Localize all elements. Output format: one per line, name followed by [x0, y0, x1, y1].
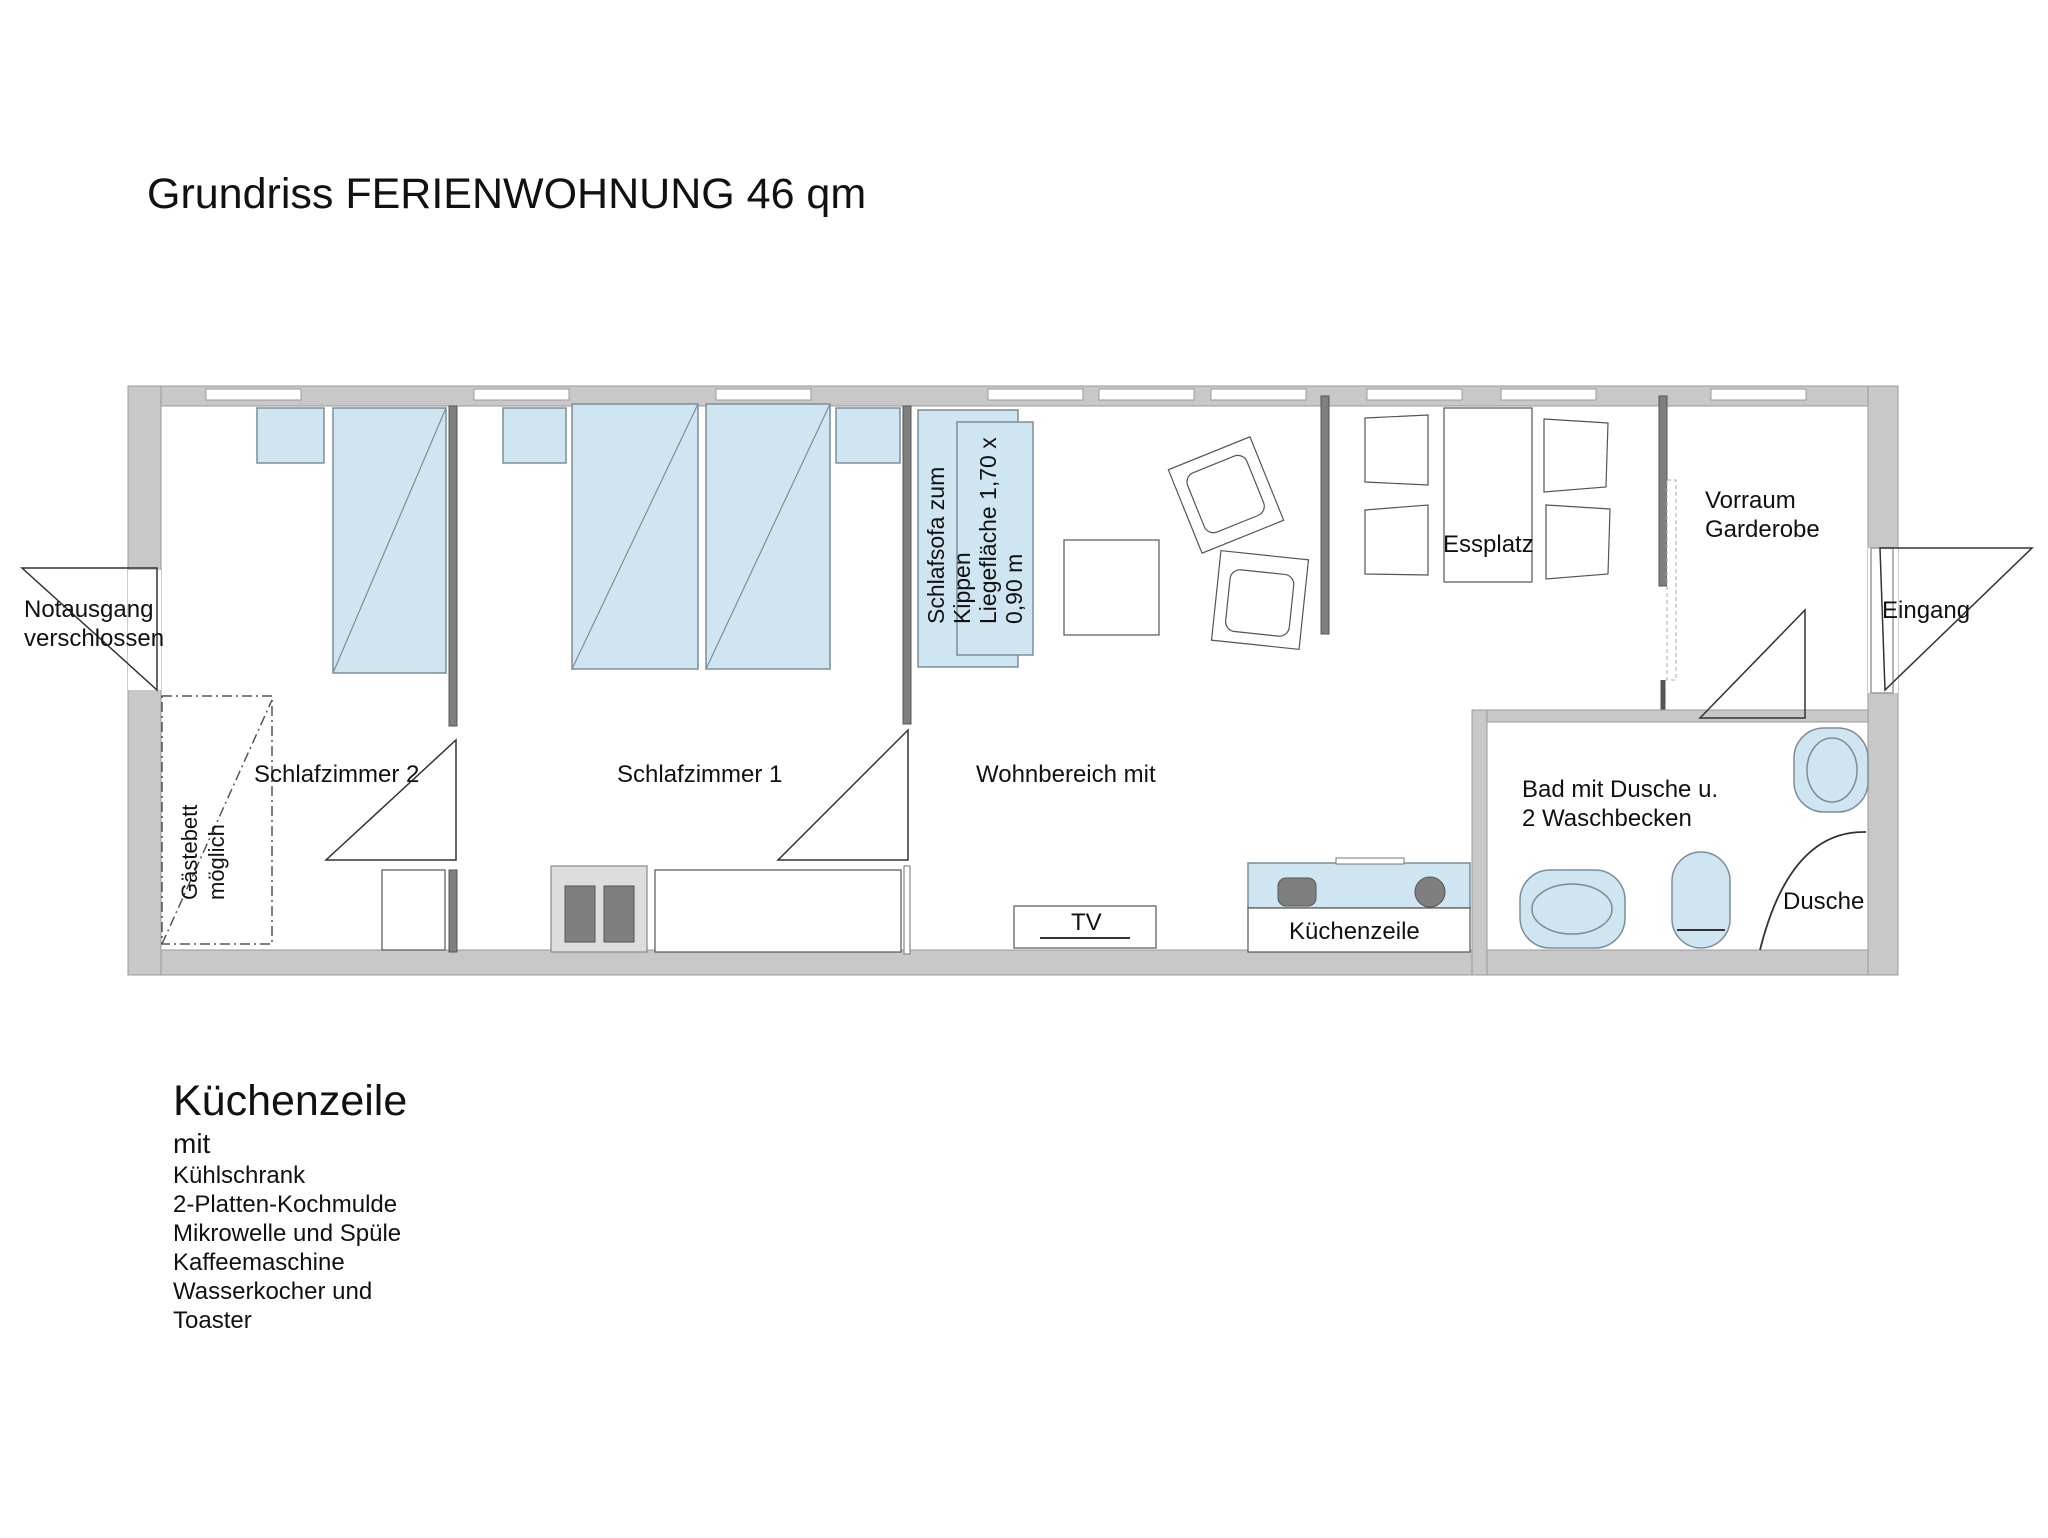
wardrobe-storage [551, 866, 647, 952]
legend-item: Kühlschrank [173, 1162, 306, 1189]
wall-vorraum [1659, 396, 1667, 586]
label-dusche: Dusche [1783, 888, 1865, 915]
label-eingang: Eingang [1882, 597, 1971, 624]
window [1501, 389, 1596, 400]
wardrobe [655, 870, 901, 952]
label-essplatz: Essplatz [1443, 531, 1534, 558]
sliding-door [1667, 480, 1676, 680]
label-bad: Bad mit Dusche u. 2 Waschbecken [1522, 776, 1719, 832]
window [474, 389, 569, 400]
toilet [1672, 852, 1730, 948]
hotplate [1415, 877, 1445, 907]
legend-item: 2-Platten-Kochmulde [173, 1191, 398, 1218]
wall-essplatz [1321, 396, 1329, 634]
dining-chair [1365, 505, 1428, 575]
armchair [1212, 551, 1309, 650]
legend-item: Toaster [173, 1307, 252, 1334]
window [988, 389, 1083, 400]
label-schlafsofa: Schlafsofa zumKippenLiegefläche 1,70 x0,90 m [923, 437, 1027, 624]
legend-item: Wasserkocher und [173, 1278, 373, 1305]
label-kuechenzeile: Küchenzeile [1289, 918, 1420, 945]
wall-schlafzimmer2 [449, 406, 457, 726]
legend-sub: mit [173, 1128, 211, 1159]
wall-bad-top [1472, 710, 1868, 722]
label-schlafzimmer1: Schlafzimmer 1 [617, 761, 783, 788]
sink [1278, 878, 1316, 906]
wall-bottom [128, 950, 1898, 975]
nightstand [503, 408, 566, 463]
dining-chair [1546, 505, 1610, 579]
wardrobe [382, 870, 445, 950]
window [716, 389, 811, 400]
label-notausgang: Notausgang verschlossen [24, 596, 165, 652]
bathroom-fixtures [1520, 728, 1868, 948]
page-title: Grundriss FERIENWOHNUNG 46 qm [147, 170, 867, 218]
dining-chair [1365, 415, 1428, 485]
door-vorraum [1700, 610, 1805, 718]
door-schlafzimmer1 [778, 730, 908, 860]
beds [257, 404, 900, 673]
label-wohnbereich: Wohnbereich mit [976, 761, 1156, 788]
nightstand [257, 408, 324, 463]
window [1711, 389, 1806, 400]
legend-item: Kaffeemaschine [173, 1249, 345, 1276]
label-schlafzimmer2: Schlafzimmer 2 [254, 761, 420, 788]
window [206, 389, 301, 400]
coffee-table [1064, 540, 1159, 635]
window [1211, 389, 1306, 400]
label-tv: TV [1071, 909, 1102, 936]
armchair [1168, 437, 1283, 553]
wall-schlafzimmer1 [903, 406, 911, 724]
wall-schlafzimmer2-lower [449, 870, 457, 952]
kitchen-legend [173, 1075, 407, 1335]
legend-item: Mikrowelle und Spüle [173, 1220, 402, 1247]
washbasin [1520, 870, 1625, 948]
nightstand [836, 408, 900, 463]
legend-heading: Küchenzeile [173, 1077, 408, 1125]
wall-schlafzimmer1-lower [904, 866, 910, 954]
label-vorraum: Vorraum Garderobe [1705, 487, 1820, 543]
wall-bad-left [1472, 710, 1487, 975]
door-schlafzimmer2 [326, 740, 456, 860]
dining-chair [1544, 419, 1608, 492]
label-gaestebett: Gästebettmöglich [177, 804, 229, 900]
window [1367, 389, 1462, 400]
kitchen-shelf [1336, 858, 1404, 864]
window [1099, 389, 1194, 400]
